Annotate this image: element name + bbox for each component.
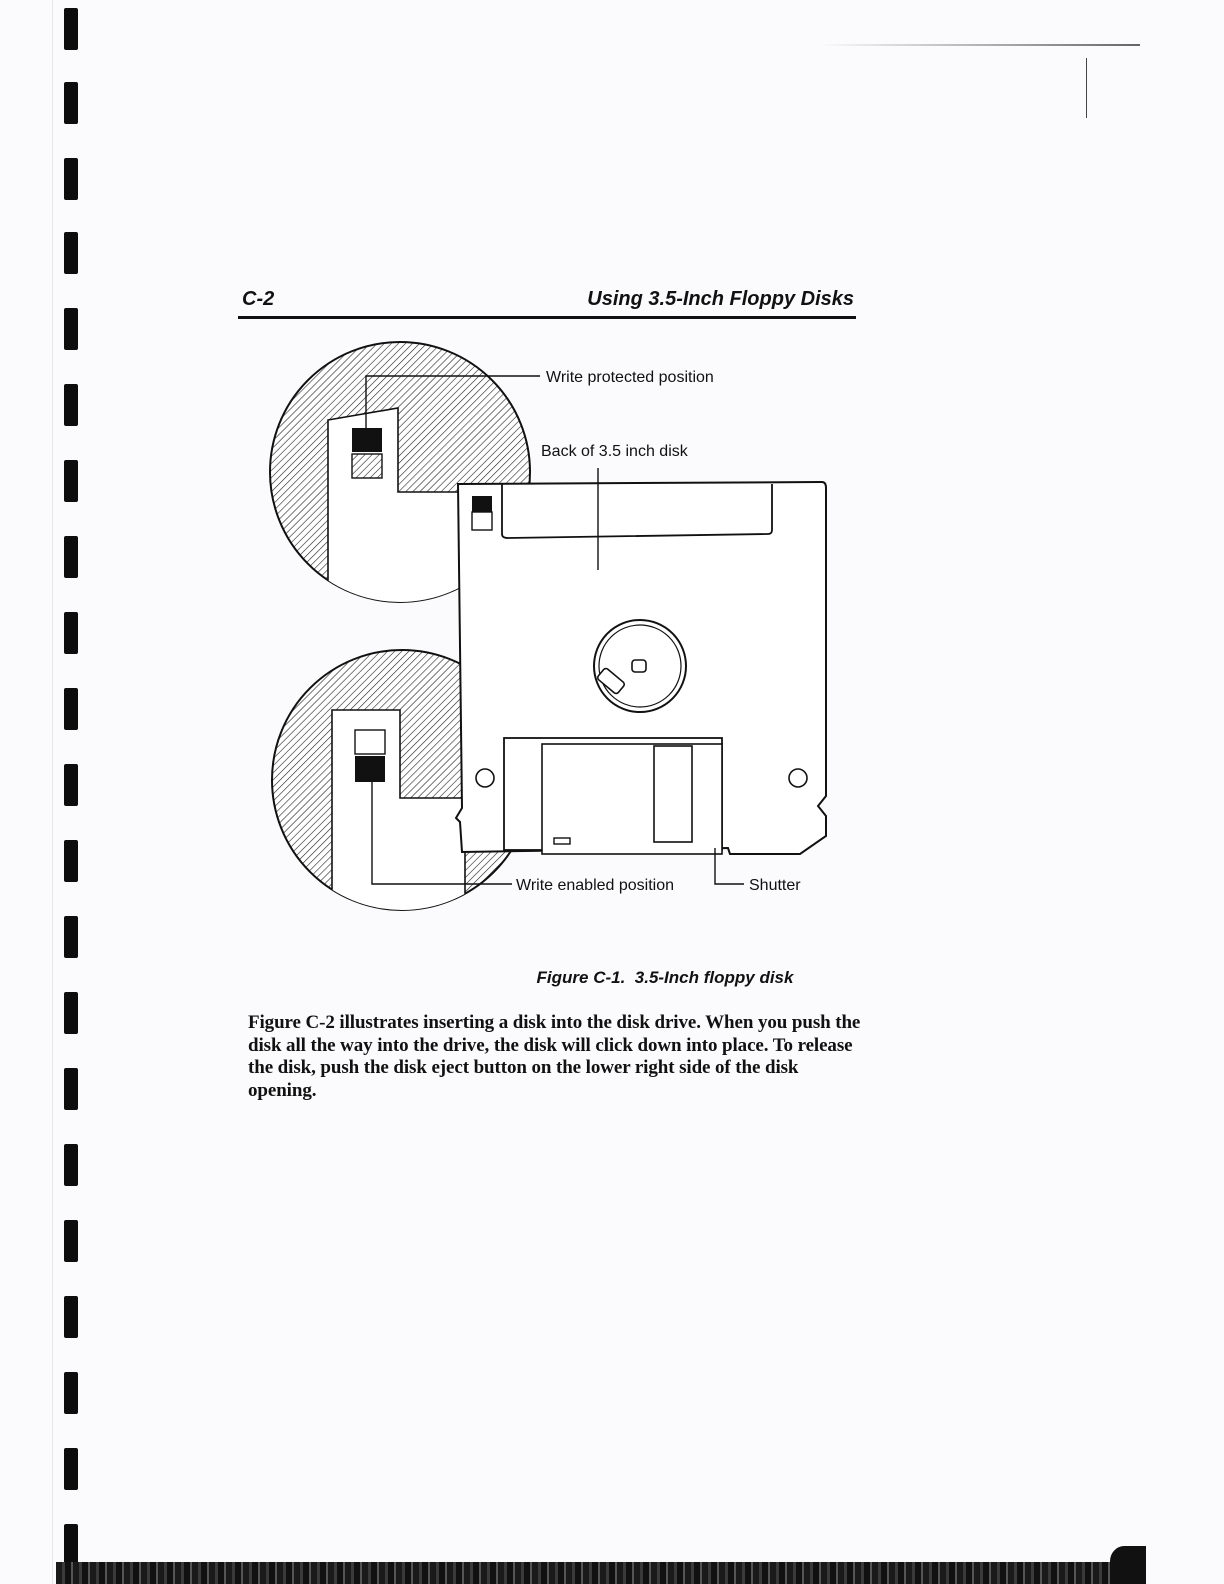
running-header [238, 288, 856, 319]
binding-hole [64, 1220, 78, 1262]
label-write-protected: Write protected position [546, 369, 714, 386]
binding-hole [64, 8, 78, 50]
binding-hole [64, 1068, 78, 1110]
chapter-title: Using 3.5-Inch Floppy Disks [587, 288, 854, 310]
binding-hole [64, 1524, 78, 1566]
figure-caption [0, 968, 1224, 988]
binding-hole [64, 840, 78, 882]
binding-hole [64, 688, 78, 730]
binding-hole [64, 82, 78, 124]
page-number: C-2 [242, 288, 275, 310]
binding-hole [64, 1448, 78, 1490]
binding-hole [64, 158, 78, 200]
binding-hole [64, 1144, 78, 1186]
scan-corner-mark [1086, 58, 1087, 118]
label-shutter: Shutter [749, 877, 801, 894]
binding-hole [64, 1296, 78, 1338]
binding-hole [64, 1372, 78, 1414]
binding-hole [64, 536, 78, 578]
scan-edge-line [52, 0, 53, 1584]
label-write-enabled: Write enabled position [516, 877, 675, 894]
binding-hole [64, 308, 78, 350]
binding-hole [64, 384, 78, 426]
binding-hole [64, 992, 78, 1034]
floppy-disk-back [456, 468, 826, 884]
binding-hole [64, 916, 78, 958]
scan-bottom-band [56, 1562, 1142, 1584]
floppy-disk-diagram [260, 340, 860, 940]
scan-top-smudge [820, 44, 1140, 46]
binding-hole [64, 612, 78, 654]
body-paragraph: Figure C-2 illustrates inserting a disk into the disk drive. When you push the disk all the way into the drive, the disk will click down into place. To release the disk, push the disk eject button on the lower right side of the disk opening. [248, 1012, 861, 1101]
binding-hole [64, 232, 78, 274]
scan-bottom-cap [1110, 1546, 1146, 1584]
figure-caption-text: Figure C-1. 3.5-Inch floppy disk [536, 968, 794, 987]
floppy-disk-figure [260, 340, 860, 940]
binding-hole [64, 460, 78, 502]
label-back-of-disk: Back of 3.5 inch disk [541, 443, 688, 460]
binding-hole [64, 764, 78, 806]
